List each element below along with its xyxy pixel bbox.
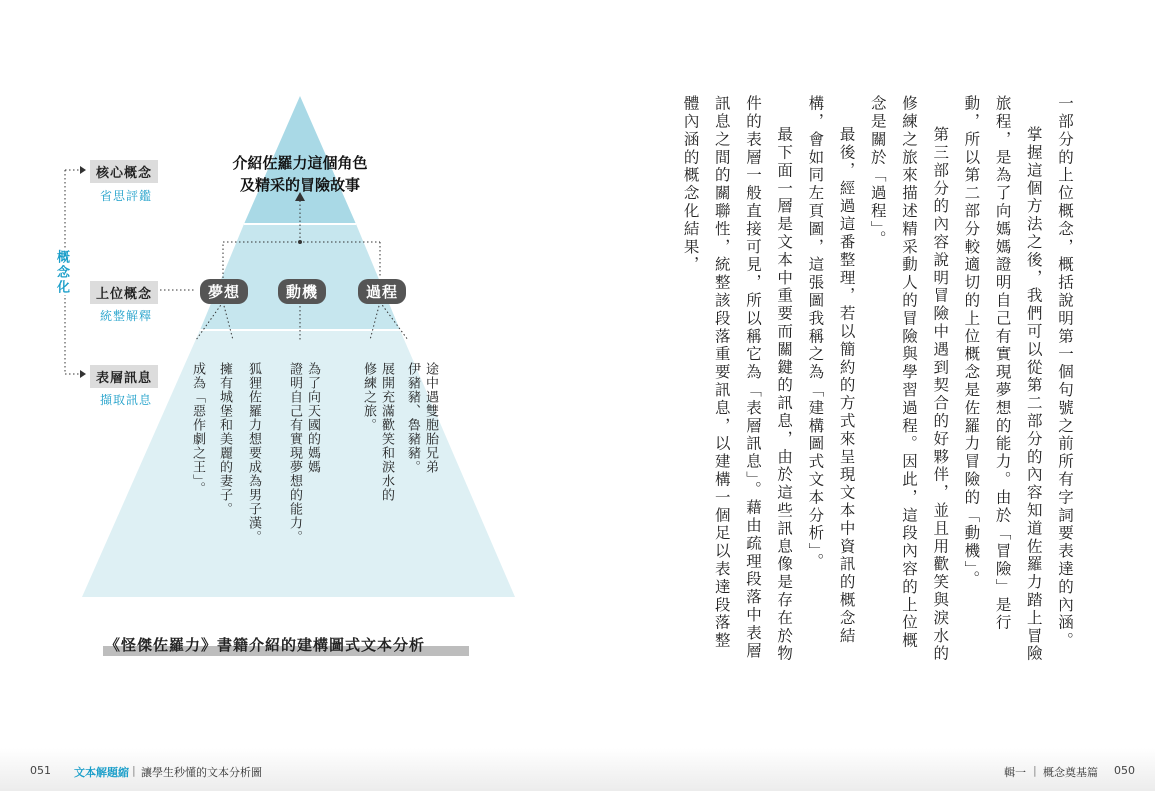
- footer-separator-right: |: [1033, 764, 1037, 777]
- level-sub-upper: 統整解釋: [100, 309, 153, 323]
- concept-pill-dream: 夢想: [200, 279, 248, 304]
- left-page-number: 051: [30, 764, 51, 777]
- concept-pill-process: 過程: [358, 279, 406, 304]
- level-label-upper: 上位概念: [90, 281, 158, 304]
- body-paragraph: 最下面一層是文本中重要而關鍵的訊息，由於這些訊息像是存在於物件的表層一般直接可見，所以稱它為「表層訊息」。藉由疏理段落中表層訊息之間的關聯性，統整該段落重要訊息，以建構一個足以表達段落整體內涵的概念化結果，: [681, 95, 794, 663]
- page-footer: [0, 748, 1155, 791]
- core-concept-title: [205, 152, 395, 196]
- surface-info-companions: 途中遇雙胞胎兄弟 伊豬豬、魯豬豬。: [405, 362, 438, 474]
- surface-info-prove-mother: 為了向天國的媽媽 證明自己有實現夢想的能力。: [287, 362, 320, 544]
- concept-pill-motive: 動機: [278, 279, 326, 304]
- level-label-surface: 表層訊息: [90, 365, 158, 388]
- level-label-core: 核心概念: [90, 160, 158, 183]
- body-paragraph: 最後，經過這番整理，若以簡約的方式來呈現文本中資訊的概念結構，會如同左頁圖，這張圖我稱之為「建構圖式文本分析」。: [806, 95, 856, 646]
- body-paragraph: 掌握這個方法之後，我們可以從第二部分的內容知道佐羅力踏上冒險旅程，是為了向媽媽證明自己有實現夢想的能力。由於「冒險」是行動，所以第二部分較適切的上位概念是佐羅力冒險的「動機」。: [962, 95, 1043, 663]
- section-title: 概念奠基篇: [1043, 766, 1098, 779]
- section-name: 輯一: [1004, 766, 1026, 779]
- body-text: [670, 95, 1080, 665]
- book-subtitle: 讓學生秒懂的文本分析圖: [141, 766, 262, 779]
- level-sub-core: 省思評鑑: [100, 189, 153, 203]
- level-sub-surface: 擷取訊息: [100, 393, 153, 407]
- concept-axis-label: 概念化: [54, 250, 69, 295]
- surface-info-journey: 展開充滿歡笑和淚水的 修練之旅。: [361, 362, 394, 502]
- footer-separator: |: [132, 764, 136, 777]
- right-page-number: 050: [1114, 764, 1135, 777]
- surface-info-become-man: 狐狸佐羅力想要成為男子漢。: [246, 362, 261, 544]
- pyramid-diagram: [0, 0, 560, 620]
- core-title-line2: 及精采的冒險故事: [239, 176, 360, 194]
- body-paragraph: 第三部分的內容說明冒險中遇到契合的好夥伴，並且用歡笑與淚水的修練之旅來描述精采動人的冒險與學習過程。因此，這段內容的上位概念是關於「過程」。: [868, 95, 950, 663]
- body-paragraph: 一部分的上位概念，概括說明第一個句號之前所有字詞要表達的內涵。: [1056, 95, 1074, 650]
- surface-info-castle-wife: 擁有城堡和美麗的妻子。: [217, 362, 232, 516]
- book-title: 文本解題縮: [74, 766, 129, 779]
- core-title-line1: 介紹佐羅力這個角色: [232, 154, 368, 172]
- figure-caption: 《怪傑佐羅力》書籍介紹的建構圖式文本分析: [103, 634, 469, 656]
- surface-info-prank-king: 成為「惡作劇之王」。: [190, 362, 205, 496]
